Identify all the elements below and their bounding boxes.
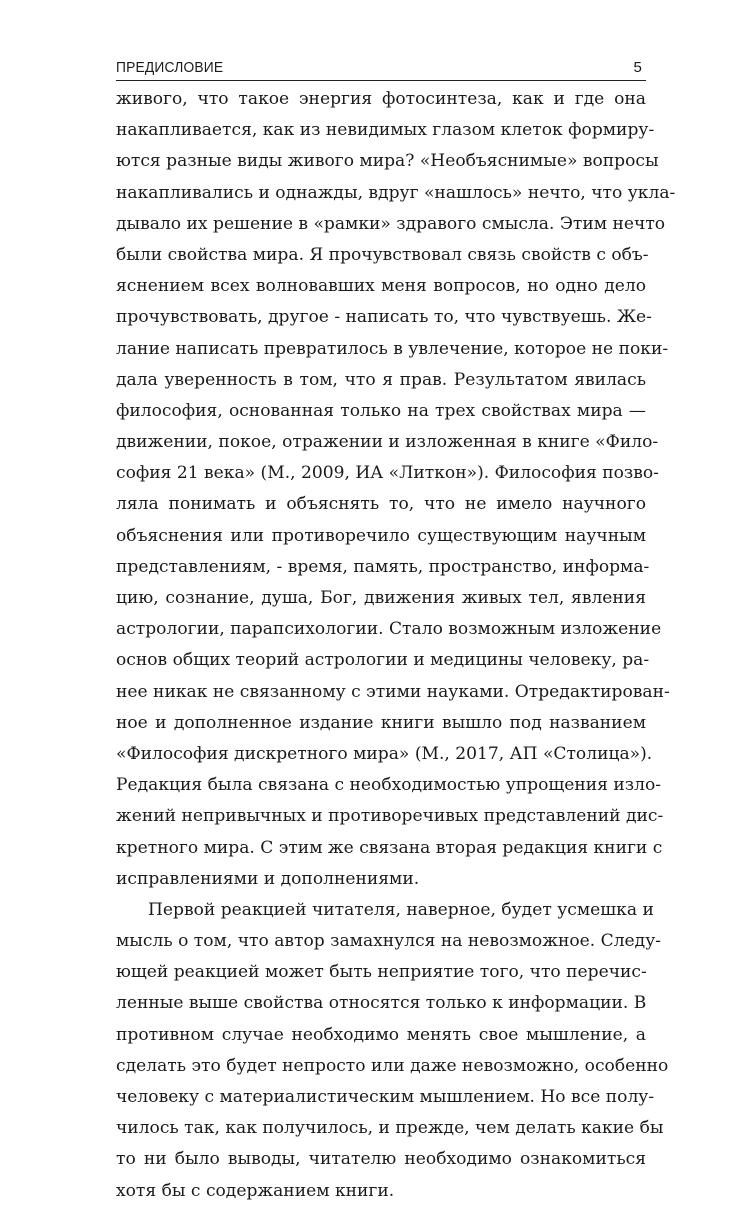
text-line: лание написать превратилось в увлечение, которое не поки-	[116, 338, 669, 359]
text-line: кретного мира. С этим же связана вторая редакция книги с	[116, 837, 663, 858]
running-header	[116, 58, 646, 81]
text-line: живого, что такое энергия фотосинтеза, как и где она	[116, 89, 646, 109]
text-line: накапливались и однажды, вдруг «нашлось» нечто, что укла-	[116, 182, 676, 203]
text-line: «Философия дискретного мира» (М., 2017, АП «Столица»).	[116, 743, 653, 764]
text-line: Редакция была связана с необходимостью упрощения изло-	[116, 775, 662, 796]
text-line: представлениям, - время, память, пространство, информа-	[116, 556, 650, 577]
text-line: яснением всех волновавших меня вопросов, но одно дело	[116, 276, 646, 297]
text-line: чилось так, как получилось, и прежде, чем делать какие бы	[116, 1118, 664, 1139]
text-line: софия 21 века» (М., 2009, ИА «Литкон»). Философия позво-	[116, 463, 659, 484]
text-line: ляла понимать и объяснять то, что не имело научного	[116, 494, 646, 515]
text-line: то ни было выводы, читателю необходимо ознакомиться	[116, 1149, 646, 1170]
text-line: исправлениями и дополнениями.	[116, 868, 420, 889]
text-line: человеку с материалистическим мышлением. Но все полу-	[116, 1087, 655, 1107]
text-line: ленные выше свойства относятся только к информации. В	[116, 993, 647, 1014]
text-line: дывало их решение в «рамки» здравого смысла. Этим нечто	[116, 213, 666, 234]
text-line: ющей реакцией может быть неприятие того, что перечис-	[116, 962, 647, 983]
text-line: сделать это будет непросто или даже невозможно, особенно	[116, 1055, 669, 1076]
text-line: ное и дополненное издание книги вышло под названием	[116, 712, 646, 733]
text-line: Первой реакцией читателя, наверное, будет усмешка и	[148, 899, 654, 920]
body-text	[116, 84, 676, 1207]
text-line: мысль о том, что автор замахнулся на невозможное. Следу-	[116, 931, 662, 952]
paragraph	[116, 895, 669, 1207]
text-line: хотя бы с содержанием книги.	[116, 1180, 395, 1201]
text-line: жений непривычных и противоречивых представлений дис-	[116, 806, 664, 827]
text-line: дала уверенность в том, что я прав. Результатом явилась	[116, 369, 646, 390]
text-line: астрологии, парапсихологии. Стало возможным изложение	[116, 619, 662, 640]
text-line: ются разные виды живого мира? «Необъяснимые» вопросы	[116, 151, 659, 172]
text-line: философия, основанная только на трех свойствах мира —	[116, 400, 646, 421]
text-line: прочувствовать, другое - написать то, что чувствуешь. Же-	[116, 307, 652, 328]
text-line: нее никак не связанному с этими науками. Отредактирован-	[116, 681, 670, 702]
text-line: движении, покое, отражении и изложенная в книге «Фило-	[116, 432, 659, 453]
paragraph	[116, 84, 676, 895]
chapter-title: ПРЕДИСЛОВИЕ	[116, 59, 224, 76]
text-line: основ общих теорий астрологии и медицины человеку, ра-	[116, 650, 650, 671]
text-line: противном случае необходимо менять свое мышление, а	[116, 1024, 646, 1045]
text-line: объяснения или противоречило существующим научным	[116, 525, 646, 546]
text-line: накапливается, как из невидимых глазом клеток формиру-	[116, 120, 655, 141]
page-number: 5	[633, 59, 642, 76]
text-line: цию, сознание, душа, Бог, движения живых тел, явления	[116, 588, 646, 608]
text-line: были свойства мира. Я прочувствовал связь свойств с объ-	[116, 244, 649, 265]
